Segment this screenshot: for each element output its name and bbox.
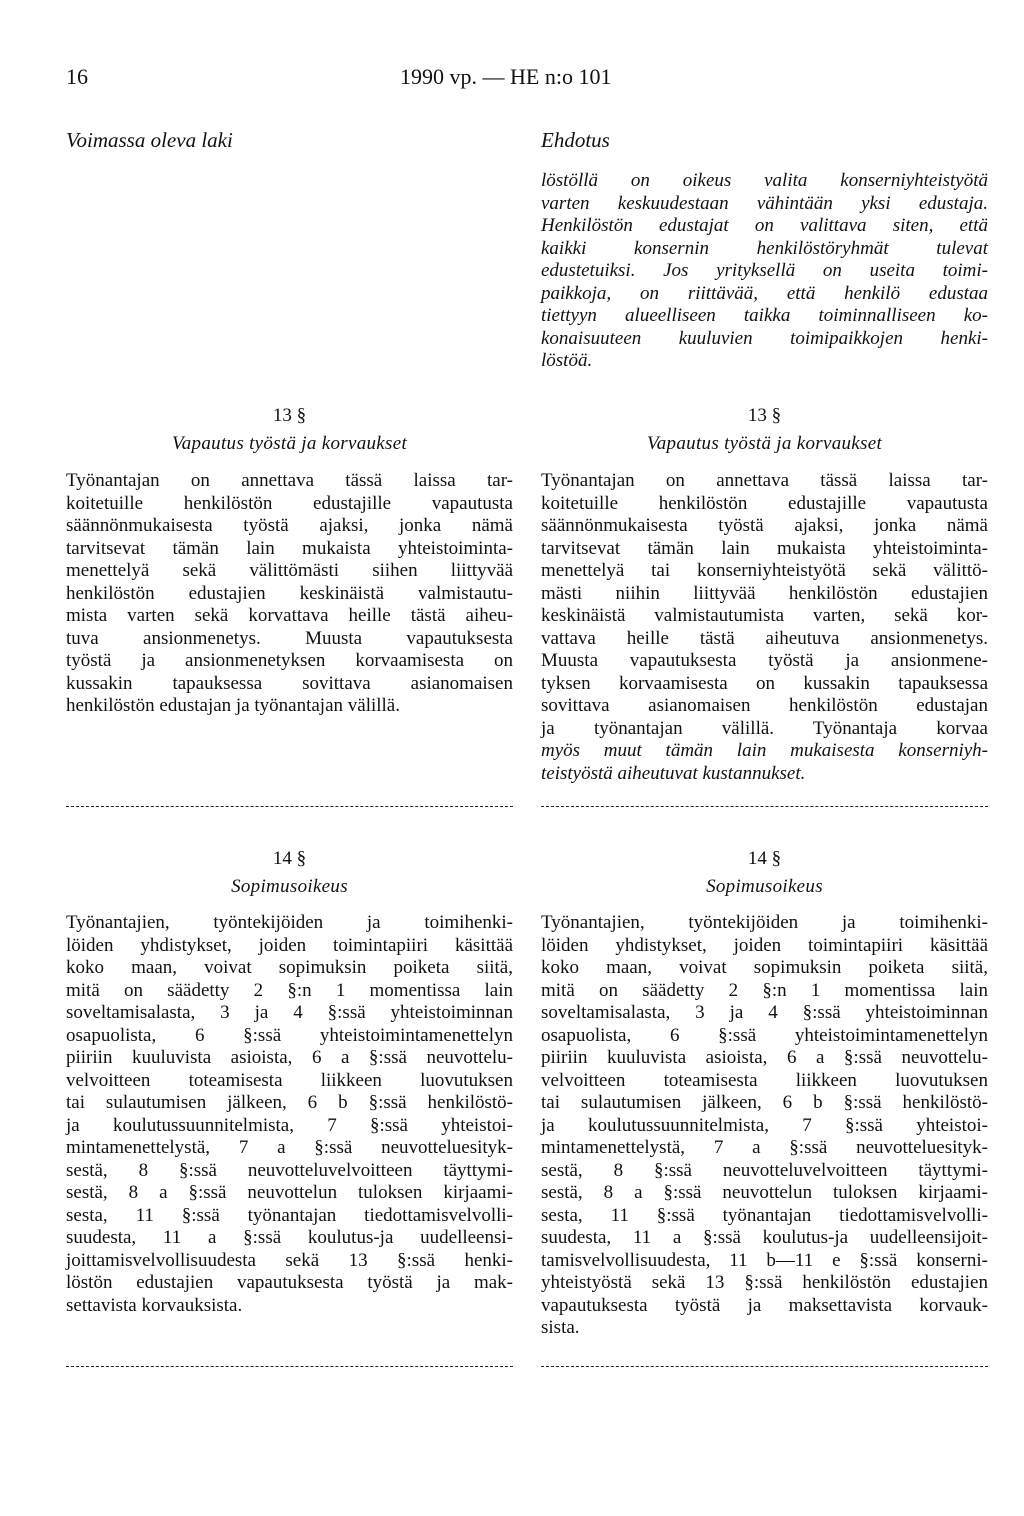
text-line: tuva ansionmenetys. Muusta vapautuksesta (66, 627, 513, 649)
section-14-title-left: Sopimusoikeus (231, 876, 348, 897)
text-line: velvoitteen toteamisesta liikkeen luovutuksen (66, 1069, 513, 1091)
text-line: sestä, 8 a §:ssä neuvottelun tuloksen kirjaami- (66, 1182, 513, 1203)
text-line: ja koulutussuunnitelmista, 7 §:ssä yhteistoi- (66, 1114, 513, 1136)
text-line: mintamenettelystä, 7 a §:ssä neuvotteluesityk- (541, 1137, 988, 1158)
text-line: koitetuille henkilöstön edustajille vapautusta (66, 492, 513, 514)
text-line: piiriin kuuluvista asioista, 6 a §:ssä neuvottelu- (66, 1047, 513, 1068)
text-line: löstöllä on oikeus valita konserniyhteistyötä (541, 170, 988, 191)
text-line: tyksen korvaamisesta on kussakin tapauksessa (541, 672, 988, 694)
text-line: Henkilöstön edustajat on valittava siten, että (541, 215, 988, 236)
text-line: joittamisvelvollisuudesta sekä 13 §:ssä henki- (66, 1249, 513, 1271)
text-line: teistyöstä aiheutuvat kustannukset. (541, 762, 806, 784)
text-line: settavista korvauksista. (66, 1294, 243, 1316)
section-14-body-left (66, 912, 513, 1317)
section-14-number-left: 14 § (272, 848, 307, 869)
text-line: mitä on säädetty 2 §:n 1 momentissa lain (541, 979, 988, 1001)
text-line: mitä on säädetty 2 §:n 1 momentissa lain (66, 979, 513, 1001)
section-separator-right (541, 806, 988, 809)
section-separator-left (66, 1366, 513, 1369)
text-line: kussakin tapauksessa sovittava asianomaisen (66, 672, 513, 694)
text-line: mista varten sekä korvattava heille tästä aiheu- (66, 605, 513, 626)
text-line: piiriin kuuluvista asioista, 6 a §:ssä neuvottelu- (541, 1047, 988, 1068)
text-line: tarvitsevat tämän lain mukaista yhteistoiminta- (541, 537, 988, 559)
document-reference: 1990 vp. — HE n:o 101 (400, 64, 612, 89)
text-line: keskinäistä valmistautumista varten, sekä kor- (541, 605, 988, 626)
text-line: säännönmukaisesta työstä ajaksi, jonka nämä (66, 515, 513, 536)
section-13-title-right: Vapautus työstä ja korvaukset (646, 433, 883, 454)
page-number: 16 (66, 64, 88, 89)
text-line: kaikki konsernin henkilöstöryhmät tulevat (541, 237, 988, 259)
text-line: sestä, 8 §:ssä neuvotteluvelvoitteen täyttymi- (66, 1159, 513, 1181)
text-line: osapuolista, 6 §:ssä yhteistoimintamenettelyn (66, 1024, 513, 1046)
text-line: menettelyä tai konserniyhteistyötä sekä välittö- (541, 560, 988, 581)
text-line: tamisvelvollisuudesta, 11 b—11 e §:ssä konserni- (541, 1249, 988, 1271)
text-line: varten keskuudestaan vähintään yksi edustaja. (541, 192, 988, 214)
text-line: koitetuille henkilöstön edustajille vapautusta (541, 492, 988, 514)
text-line: paikkoja, on riittävää, että henkilö edustaa (541, 282, 988, 304)
text-line: Työnantajan on annettava tässä laissa tar- (66, 470, 513, 491)
text-line: löstöä. (541, 350, 593, 371)
text-line: vattava heille tästä aiheutuva ansionmenetys. (541, 627, 988, 649)
text-line: suudesta, 11 a §:ssä koulutus-ja uudelleensijoit- (541, 1227, 988, 1248)
text-line: löiden yhdistykset, joiden toimintapiiri käsittää (66, 934, 513, 956)
text-line: yhteistyöstä sekä 13 §:ssä henkilöstön edustajien (541, 1272, 988, 1293)
section-13-number-right: 13 § (747, 405, 782, 426)
text-line: sesta, 11 §:ssä työnantajan tiedottamisvelvolli- (66, 1204, 513, 1226)
text-line: tarvitsevat tämän lain mukaista yhteistoiminta- (66, 537, 513, 559)
text-line: ja työnantajan välillä. Työnantaja korvaa (541, 717, 988, 739)
text-line: löstön edustajien vapautuksesta työstä ja mak- (66, 1272, 513, 1293)
text-line: sovittava asianomaisen henkilöstön edustajan (541, 695, 988, 716)
text-line: mintamenettelystä, 7 a §:ssä neuvotteluesityk- (66, 1137, 513, 1158)
text-line: velvoitteen toteamisesta liikkeen luovutuksen (541, 1069, 988, 1091)
right-intro-paragraph (541, 170, 988, 373)
text-line: konaisuuteen kuuluvien toimipaikkojen henki- (541, 327, 988, 349)
text-line: sesta, 11 §:ssä työnantajan tiedottamisvelvolli- (541, 1204, 988, 1226)
text-line: myös muut tämän lain mukaisesta konserniyh- (541, 740, 988, 761)
text-line: mästi niihin liittyvää henkilöstön edustajien (541, 582, 988, 604)
text-line: löiden yhdistykset, joiden toimintapiiri käsittää (541, 934, 988, 956)
right-column-heading: Ehdotus (541, 128, 610, 152)
text-line: sista. (541, 1317, 580, 1338)
text-line: koko maan, voivat sopimuksin poiketa siitä, (66, 957, 513, 978)
text-line: vapautuksesta työstä ja maksettavista korvauk- (541, 1294, 988, 1316)
text-line: henkilöstön edustajien keskinäistä valmistautu- (66, 582, 513, 604)
section-13-title-left: Vapautus työstä ja korvaukset (171, 433, 408, 454)
text-line: säännönmukaisesta työstä ajaksi, jonka nämä (541, 515, 988, 536)
text-line: sestä, 8 a §:ssä neuvottelun tuloksen kirjaami- (541, 1182, 988, 1203)
section-14-title-right: Sopimusoikeus (706, 876, 823, 897)
section-separator-right (541, 1366, 988, 1369)
text-line: soveltamisalasta, 3 ja 4 §:ssä yhteistoiminnan (541, 1002, 988, 1023)
text-line: soveltamisalasta, 3 ja 4 §:ssä yhteistoiminnan (66, 1002, 513, 1023)
section-13-body-right (541, 470, 988, 785)
text-line: tiettyyn alueelliseen taikka toiminnalliseen ko- (541, 305, 988, 326)
page-header (0, 64, 1024, 104)
section-14-number-right: 14 § (747, 848, 782, 869)
text-line: työstä ja ansionmenetyksen korvaamisesta on (66, 650, 513, 671)
text-line: edustetuiksi. Jos yrityksellä on useita toimi- (541, 260, 988, 281)
text-line: tai sulautumisen jälkeen, 6 b §:ssä henkilöstö- (541, 1092, 988, 1113)
section-separator-left (66, 806, 513, 809)
text-line: suudesta, 11 a §:ssä koulutus-ja uudelleensi- (66, 1227, 513, 1248)
text-line: tai sulautumisen jälkeen, 6 b §:ssä henkilöstö- (66, 1092, 513, 1113)
section-13-body-left (66, 470, 513, 718)
text-line: Muusta vapautuksesta työstä ja ansionmene- (541, 650, 988, 671)
text-line: sestä, 8 §:ssä neuvotteluvelvoitteen täyttymi- (541, 1159, 988, 1181)
section-13-number-left: 13 § (272, 405, 307, 426)
text-line: Työnantajan on annettava tässä laissa tar- (541, 470, 988, 491)
text-line: Työnantajien, työntekijöiden ja toimihenki- (66, 912, 513, 933)
section-14-body-right (541, 912, 988, 1340)
text-line: menettelyä sekä välittömästi siihen liittyvää (66, 560, 513, 581)
text-line: koko maan, voivat sopimuksin poiketa siitä, (541, 957, 988, 978)
text-line: henkilöstön edustajan ja työnantajan välillä. (66, 695, 400, 716)
text-line: ja koulutussuunnitelmista, 7 §:ssä yhteistoi- (541, 1114, 988, 1136)
text-line: osapuolista, 6 §:ssä yhteistoimintamenettelyn (541, 1024, 988, 1046)
left-column-heading: Voimassa oleva laki (66, 128, 233, 152)
text-line: Työnantajien, työntekijöiden ja toimihenki- (541, 912, 988, 933)
